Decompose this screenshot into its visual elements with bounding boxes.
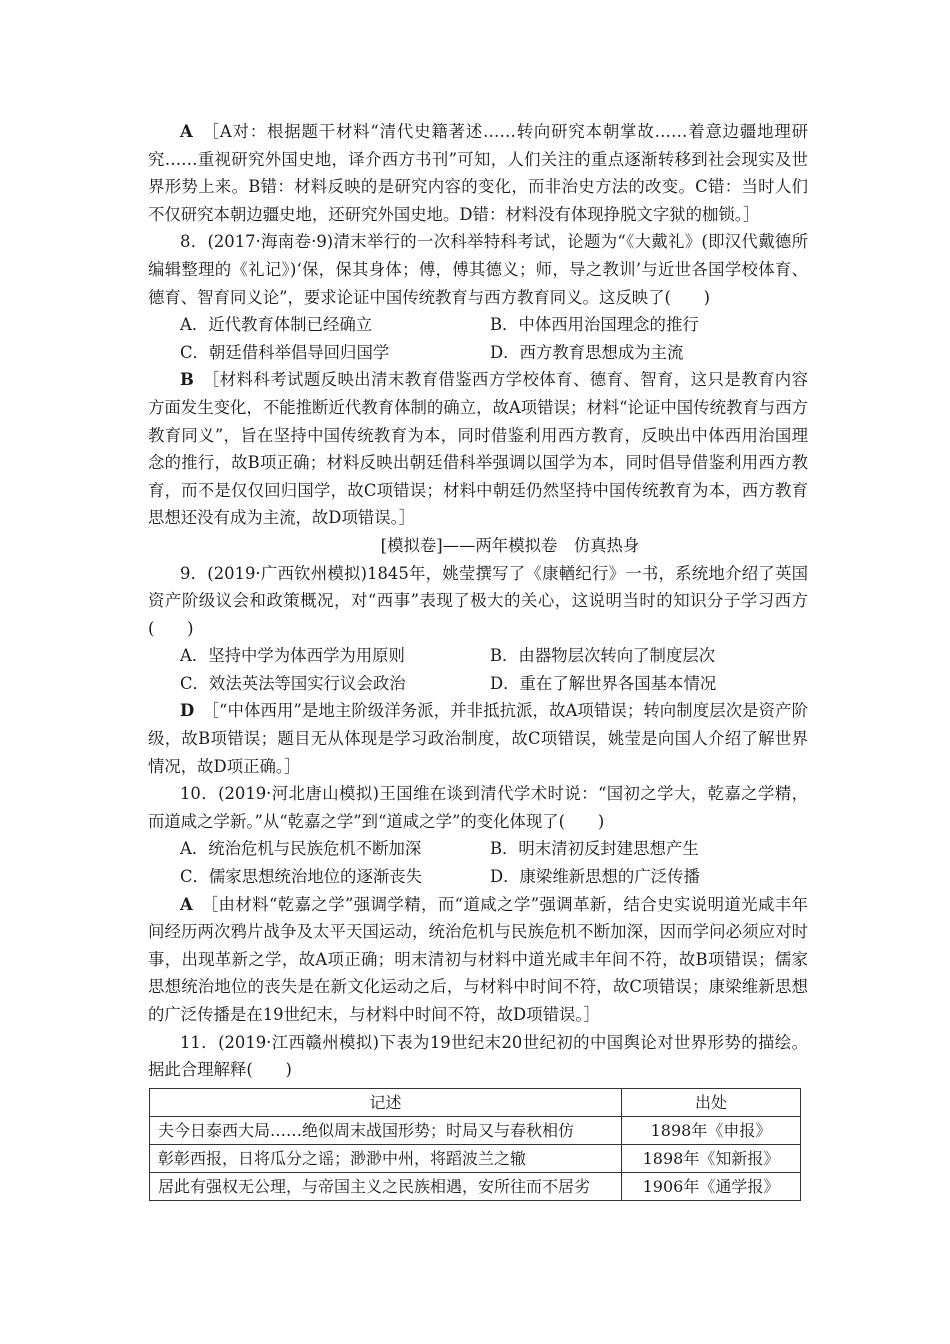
q9-stem: 9．(2019·广西钦州模拟)1845年，姚莹撰写了《康輶纪行》一书，系统地介绍了英国资产阶级议会和政策概况，对“西事”表现了极大的关心，这说明当时的知识分子学习西方( ) [148, 563, 808, 638]
table-header-source: 出处 [622, 1088, 801, 1116]
q9-answer: D [180, 701, 195, 721]
table-cell-record: 彰彰西报，日将瓜分之谣；渺渺中州，将蹈波兰之辙 [150, 1144, 622, 1172]
q9-option-c: C．效法英法等国实行议会政治 [180, 673, 406, 693]
q10-answer: A [180, 894, 193, 914]
table-row [150, 1172, 801, 1200]
q9-analysis: D ［“中体西用”是地主阶级洋务派，并非抵抗派，故A项错误；转向制度层次是资产阶级，故B项错误；题目无从体现是学习政治制度，故C项错误，姚莹是向国人介绍了解世界情况，故D项正确。］ [148, 701, 808, 776]
table-cell-source: 1898年《申报》 [622, 1116, 801, 1144]
q8-option-a: A．近代教育体制已经确立 [180, 315, 373, 335]
q8-option-b: B．中体西用治国理念的推行 [490, 315, 699, 335]
q10-options [148, 835, 808, 890]
q9-option-b: B．由器物层次转向了制度层次 [490, 646, 716, 666]
table-header-record: 记述 [150, 1088, 622, 1116]
q10-option-a: A．统治危机与民族危机不断加深 [180, 839, 422, 859]
q8-answer: B [180, 370, 194, 390]
document-page [148, 118, 808, 1201]
table-cell-record: 居此有强权无公理，与帝国主义之民族相遇，安所往而不居劣 [150, 1172, 622, 1200]
table-row [150, 1144, 801, 1172]
q10-option-b: B．明末清初反封建思想产生 [490, 839, 699, 859]
q8-option-c: C．朝廷借科举倡导回归国学 [180, 342, 390, 362]
q8-option-d: D．西方教育思想成为主流 [490, 342, 684, 362]
q10-stem: 10．(2019·河北唐山模拟)王国维在谈到清代学术时说：“国初之学大，乾嘉之学精，而道咸之学新。”从“乾嘉之学”到“道咸之学”的变化体现了( ) [148, 784, 808, 831]
q10-option-c: C．儒家思想统治地位的逐渐丧失 [180, 867, 423, 887]
q10-option-d: D．康梁维新思想的广泛传播 [490, 867, 700, 887]
table-header-row [150, 1088, 801, 1116]
table-cell-source: 1898年《知新报》 [622, 1144, 801, 1172]
q9-option-d: D．重在了解世界各国基本情况 [490, 673, 717, 693]
q8-options [148, 311, 808, 366]
q7-answer: A [180, 122, 193, 141]
q9-option-a: A．坚持中学为体西学为用原则 [180, 646, 405, 666]
q11-stem: 11．(2019·江西赣州模拟)下表为19世纪末20世纪初的中国舆论对世界形势的描绘。据此合理解释( ) [148, 1032, 808, 1080]
q8-stem: 8．(2017·海南卷·9)清末举行的一次科举特科考试，论题为“《大戴礼》(即汉代戴德所编辑整理的《礼记》)‘保，保其身体；傅，傅其德义；师，导之教训’与近世各国学校体育、德育、智育同义论”，要求论证中国传统教育与西方教育同义。这反映了( ) [148, 232, 808, 307]
section-title: [模拟卷]——两年模拟卷 仿真热身 [380, 535, 640, 555]
table-row [150, 1116, 801, 1144]
q10-analysis: A ［由材料“乾嘉之学”强调学精，而“道咸之学”强调革新，结合史实说明道光咸丰年间经历两次鸦片战争及太平天国运动，统治危机与民族危机不断加深，因而学问必须应对时事，出现革新之学，故A项正确；明末清初与材料中道光咸丰年间不符，故B项错误；儒家思想统治地位的丧失是在新文化运动之后，与材料中时间不符，故C项错误；康梁维新思想的广泛传播是在19世纪末，与材料中时间不符，故D项错误。］ [148, 894, 808, 1024]
q7-analysis: A ［A对：根据题干材料“清代史籍著述……转向研究本朝掌故……着意边疆地理研究……重视研究外国史地，译介西方书刊”可知，人们关注的重点逐渐转移到社会现实及世界形势上来。B错：材料反映的是研究内容的变化，而非治史方法的改变。C错：当时人们不仅研究本朝边疆史地，还研究外国史地。D错：材料没有体现挣脱文字狱的枷锁。］ [148, 122, 809, 224]
q9-options [148, 642, 808, 697]
q11-table [149, 1088, 801, 1201]
table-cell-record: 夫今日泰西大局……绝似周末战国形势；时局又与春秋相仿 [150, 1116, 622, 1144]
table-cell-source: 1906年《通学报》 [622, 1172, 801, 1200]
q8-analysis: B ［材料科考试题反映出清末教育借鉴西方学校体育、德育、智育，这只是教育内容方面发生变化，不能推断近代教育体制的确立，故A项错误；材料“论证中国传统教育与西方教育同义”，旨在坚持中国传统教育为本，同时借鉴利用西方教育，反映出中体西用治国理念的推行，故B项正确；材料反映出朝廷借科举强调以国学为本，同时倡导借鉴利用西方教育，而不是仅仅回归国学，故C项错误；材料中朝廷仍然坚持中国传统教育为本，西方教育思想还没有成为主流，故D项错误。］ [148, 370, 808, 528]
